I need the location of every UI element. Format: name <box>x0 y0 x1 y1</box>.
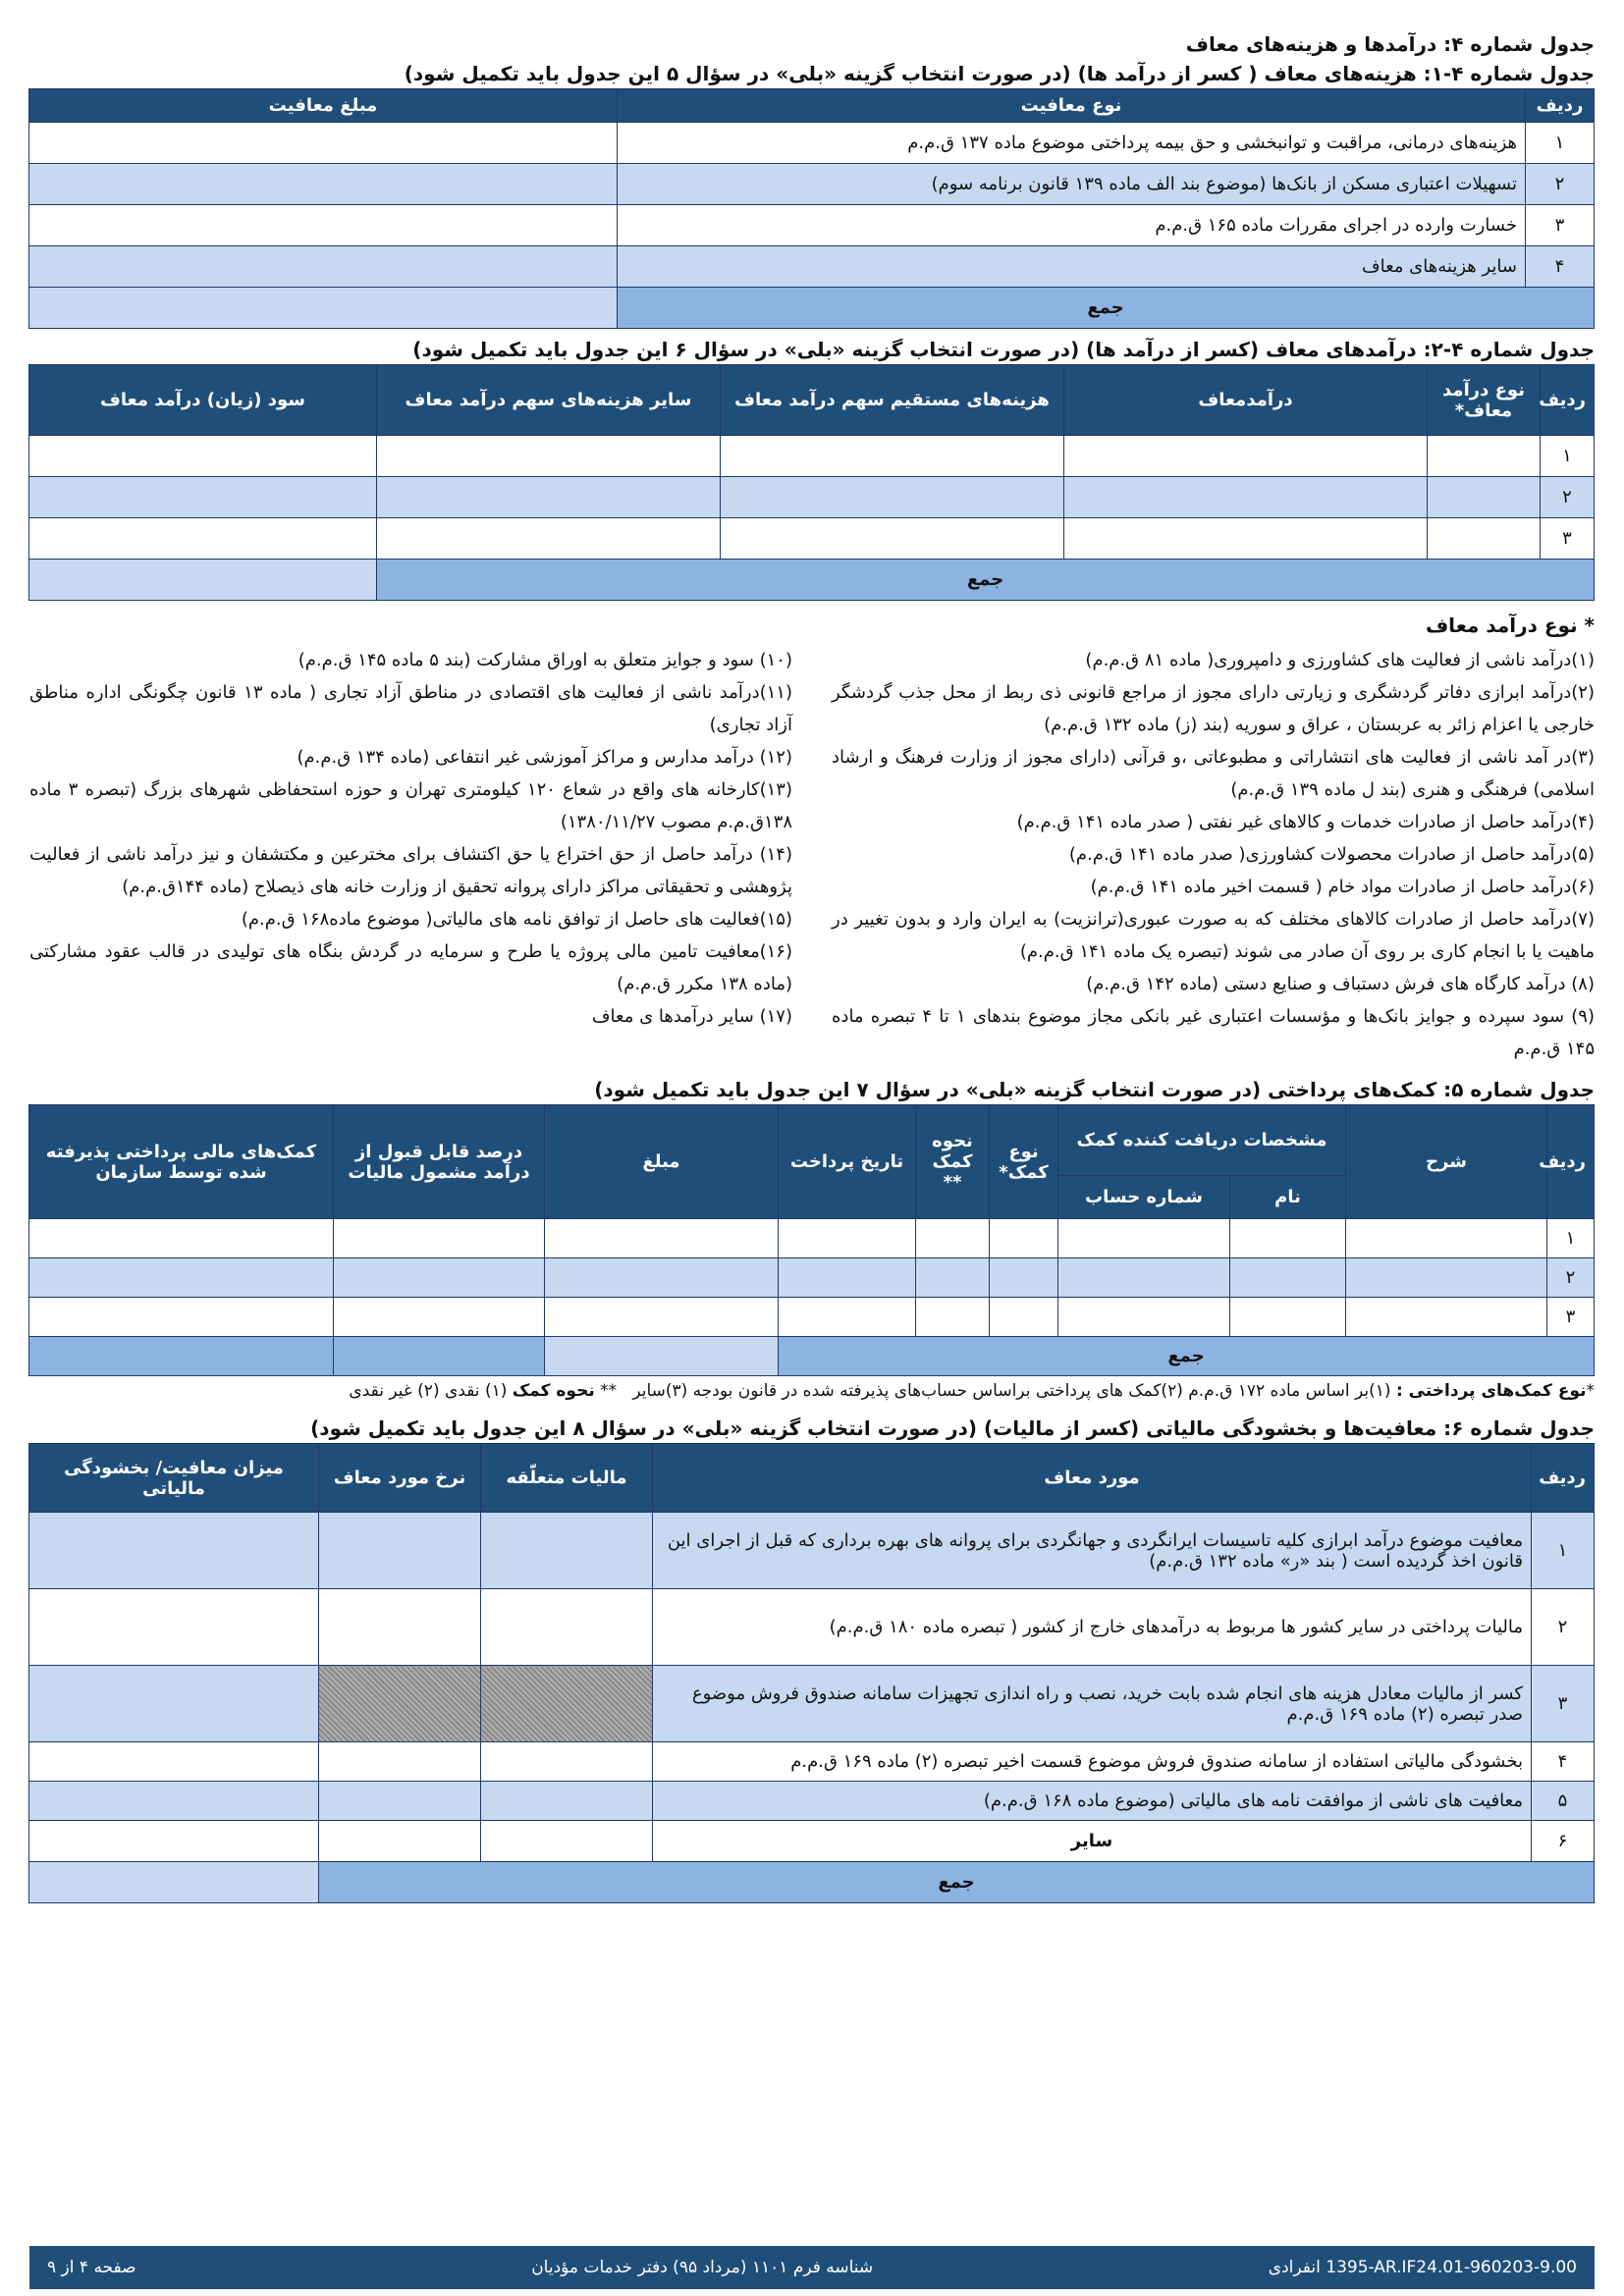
page-number: صفحه ۴ از ۹ <box>47 2258 136 2277</box>
table-row: ۲ مالیات پرداختی در سایر کشور ها مربوط به درآمدهای خارج از کشور ( تبصره ماده ۱۸۰ ق.م.م) <box>29 1589 1595 1666</box>
page <box>29 29 1595 1903</box>
total-row: جمع <box>29 288 1595 329</box>
table42-title: جدول شماره ۴-۲: درآمدهای معاف (کسر از درآمد ها) (در صورت انتخاب گزینه «بلی» در سؤال ۶ این جدول باید تکمیل شود) <box>412 338 1595 361</box>
table-row: ۲ <box>29 1258 1595 1298</box>
table-row: ۵ معافیت های ناشی از موافقت نامه های مالیاتی (موضوع ماده ۱۶۸ ق.م.م) <box>29 1782 1595 1821</box>
col-amount: مبلغ معافیت <box>29 89 618 123</box>
page-footer <box>29 2246 1595 2289</box>
total-field[interactable] <box>29 288 618 329</box>
income-types-left: (۱۰) سود و جوایز متعلق به اوراق مشارکت (بند ۵ ماده ۱۴۵ ق.م.م) (۱۱)درآمد ناشی از فعالیت های اقتصادی در مناطق آزاد تجاری ( ماده ۱۳ قانون چگونگی اداره مناطق آزاد تجاری) (۱۲) درآمد مدارس و مراکز آموزشی غیر انتفاعی (ماده ۱۳۴ ق.م.م) (۱۳)کارخانه های واقع در شعاع ۱۲۰ کیلومتری تهران و حوزه استحفاظی شهرهای بزرگ (تبصره ۳ ماده ۱۳۸ق.م.م مصوب ۱۳۸۰/۱۱/۲۷) (۱۴) درآمد حاصل از حق اختراع یا حق اکتشاف برای مخترعین و مکتشفان و نیز درآمد ناشی از فعالیت پژوهشی و تحقیقاتی مراکز دارای پروانه تحقیق از وزارت خانه های ذیصلاح (ماده ۱۴۴ق.م.م) (۱۵)فعالیت های حاصل از توافق نامه های مالیاتی( موضوع ماده۱۶۸ ق.م.م) (۱۶)معافیت تامین مالی پروژه یا طرح و سرمایه در گردش بنگاه های تولیدی در قالب عقود مشارکتی (ماده ۱۳۸ مکرر ق.م.م) (۱۷) سایر درآمدها ی معاف <box>29 650 792 1027</box>
income-types-title: * نوع درآمد معاف <box>1425 614 1595 637</box>
table-4-1 <box>28 88 1595 329</box>
table-row: ۲ <box>29 477 1595 518</box>
disabled-cell <box>319 1666 481 1742</box>
amount-field[interactable] <box>29 164 618 205</box>
income-types-list <box>29 644 1595 1065</box>
table-row: ۱ معافیت موضوع درآمد ابرازی کلیه تاسیسات ایرانگردی و جهانگردی برای پروانه های بهره برداری که قبل از اجرای این قانون اخذ گردیده است ( بند «ر» ماده ۱۳۲ ق.م.م) <box>29 1513 1595 1589</box>
section5-title: جدول شماره ۵: کمک‌های پرداختی (در صورت انتخاب گزینه «بلی» در سؤال ۷ این جدول باید تکمیل شود) <box>594 1078 1595 1101</box>
form-type: 1395-AR.IF24.01-960203-9.00 انفرادی <box>1268 2258 1577 2277</box>
table-row: ۶ سایر <box>29 1821 1595 1862</box>
disabled-cell <box>481 1666 653 1742</box>
table-row: ۳ <box>29 1298 1595 1337</box>
table-row: ۱ <box>29 1219 1595 1258</box>
table-5: ردیف شرح مشخصات دریافت کننده کمک نوع کمک* نحوه کمک ** تاریخ پرداخت مبلغ درصد قابل قبول از درآمد مشمول مالیات کمک‌های مالی پرداختی پذیرفته شده توسط سازمان نام شماره حساب ۱ ۲ ۳ جمع <box>28 1104 1595 1376</box>
table-row: ۱ <box>29 436 1595 477</box>
table-4-2: ردیف نوع درآمد معاف* درآمدمعاف هزینه‌های مستقیم سهم درآمد معاف سایر هزینه‌های سهم درآمد معاف سود (زیان) درآمد معاف ۱ ۲ ۳ جمع <box>28 364 1595 601</box>
table5-footnote: *نوع کمک‌های پرداختی : (۱)بر اساس ماده ۱۷۲ ق.م.م (۲)کمک های پرداختی براساس حساب‌های پذیرفته شده در قانون بودجه (۳)سایر ** نحوه کمک (۱) نقدی (۲) غیر نقدی <box>349 1381 1595 1401</box>
amount-field[interactable] <box>29 205 618 246</box>
table-row: ۳ کسر از مالیات معادل هزینه های انجام شده بابت خرید، نصب و راه اندازی تجهیزات سامانه صندوق فروش موضوع صدر تبصره (۲) ماده ۱۶۹ ق.م.م <box>29 1666 1595 1742</box>
income-types-right: (۱)درآمد ناشی از فعالیت های کشاورزی و دامپروری( ماده ۸۱ ق.م.م) (۲)درآمد ابرازی دفاتر گردشگری و زیارتی دارای مجوز از مراجع قانونی ذی ربط از محل جذب گردشگر خارجی یا اعزام زائر به عربستان ، عراق و سوریه (بند (ز) ماده ۱۳۲ ق.م.م) (۳)در آمد ناشی از فعالیت های انتشاراتی و مطبوعاتی ،و قرآنی (دارای مجوز از وزارت فرهنگ و ارشاد اسلامی) فرهنگی و هنری (بند ل ماده ۱۳۹ ق.م.م) (۴)درآمد حاصل از صادرات خدمات و کالاهای غیر نفتی ( صدر ماده ۱۴۱ ق.م.م) (۵)درآمد حاصل از صادرات محصولات کشاورزی( صدر ماده ۱۴۱ ق.م.م) (۶)درآمد حاصل از صادرات مواد خام ( قسمت اخیر ماده ۱۴۱ ق.م.م) (۷)درآمد حاصل از صادرات کالاهای مختلف که به صورت عبوری(ترانزیت) به ایران وارد و بدون تغییر در ماهیت یا با انجام کاری بر روی آن صادر می شوند (تبصره یک ماده ۱۴۱ ق.م.م) (۸) درآمد کارگاه های فرش دستباف و صنایع دستی (ماده ۱۴۲ ق.م.م) (۹) سود سپرده و جوایز بانک‌ها و مؤسسات اعتباری غیر بانکی مجاز موضوع بندهای ۱ تا ۴ تبصره ماده ۱۴۵ ق.م.م <box>832 650 1595 1059</box>
table-row: ۳ خسارت وارده در اجرای مقررات ماده ۱۶۵ ق.م.م <box>29 205 1595 246</box>
total-row: جمع <box>29 560 1595 601</box>
form-info: شناسه فرم ۱۱۰۱ (مرداد ۹۵) دفتر خدمات مؤدیان <box>531 2258 874 2277</box>
section4-title: جدول شماره ۴: درآمدها و هزینه‌های معاف <box>1185 32 1595 56</box>
col-type: نوع معافیت <box>618 89 1526 123</box>
total-amount-field[interactable] <box>545 1337 779 1376</box>
table41-title: جدول شماره ۴-۱: هزینه‌های معاف ( کسر از درآمد ها) (در صورت انتخاب گزینه «بلی» در سؤال ۵ این جدول باید تکمیل شود) <box>404 62 1595 85</box>
col-row: ردیف <box>1526 89 1595 123</box>
total-row: جمع <box>29 1862 1595 1903</box>
table-row: ۴ سایر هزینه‌های معاف <box>29 246 1595 288</box>
table-row: ۴ بخشودگی مالیاتی استفاده از سامانه صندوق فروش موضوع قسمت اخیر تبصره (۲) ماده ۱۶۹ ق.م.م <box>29 1742 1595 1782</box>
amount-field[interactable] <box>29 123 618 164</box>
amount-field[interactable] <box>29 246 618 288</box>
table-row: ۲ تسهیلات اعتباری مسکن از بانک‌ها (موضوع بند الف ماده ۱۳۹ قانون برنامه سوم) <box>29 164 1595 205</box>
total-field[interactable] <box>29 560 377 601</box>
table-6: ردیف مورد معاف مالیات متعلّقه نرخ مورد معاف میزان معافیت/ بخشودگی مالیاتی ۱ معافیت موضوع درآمد ابرازی کلیه تاسیسات ایرانگردی و جهانگردی برای پروانه های بهره برداری که قبل از اجرای این قانون اخذ گردیده است ( بند «ر» ماده ۱۳۲ ق.م.م) ۲ مالیات پرداختی در سایر کشور ها مربوط به درآمدهای خارج از کشور ( تبصره ماده ۱۸۰ ق.م.م) ۳ کسر از مالیات معادل هزینه های انجام شده بابت خرید، نصب و راه اندازی تجهیزات سامانه صندوق فروش موضوع صدر تبصره (۲) ماده ۱۶۹ ق.م.م ۴ بخشودگی مالیاتی استفاده از سامانه صندوق فروش موضوع قسمت اخیر تبصره (۲) ماده ۱۶۹ ق.م.م ۵ معافیت های ناشی از موافقت نامه های مالیاتی (موضوع ماده ۱۶۸ ق.م.م) ۶ سایر جمع <box>28 1443 1595 1903</box>
section6-title: جدول شماره ۶: معافیت‌ها و بخشودگی مالیاتی (کسر از مالیات) (در صورت انتخاب گزینه «بلی» در سؤال ۸ این جدول باید تکمیل شود) <box>310 1416 1595 1440</box>
total-accepted-field[interactable] <box>29 1337 334 1376</box>
table-row: ۳ <box>29 518 1595 560</box>
table-row: ۱ هزینه‌های درمانی، مراقبت و توانبخشی و حق بیمه پرداختی موضوع ماده ۱۳۷ ق.م.م <box>29 123 1595 164</box>
total-field[interactable] <box>29 1862 319 1903</box>
total-row: جمع <box>29 1337 1595 1376</box>
